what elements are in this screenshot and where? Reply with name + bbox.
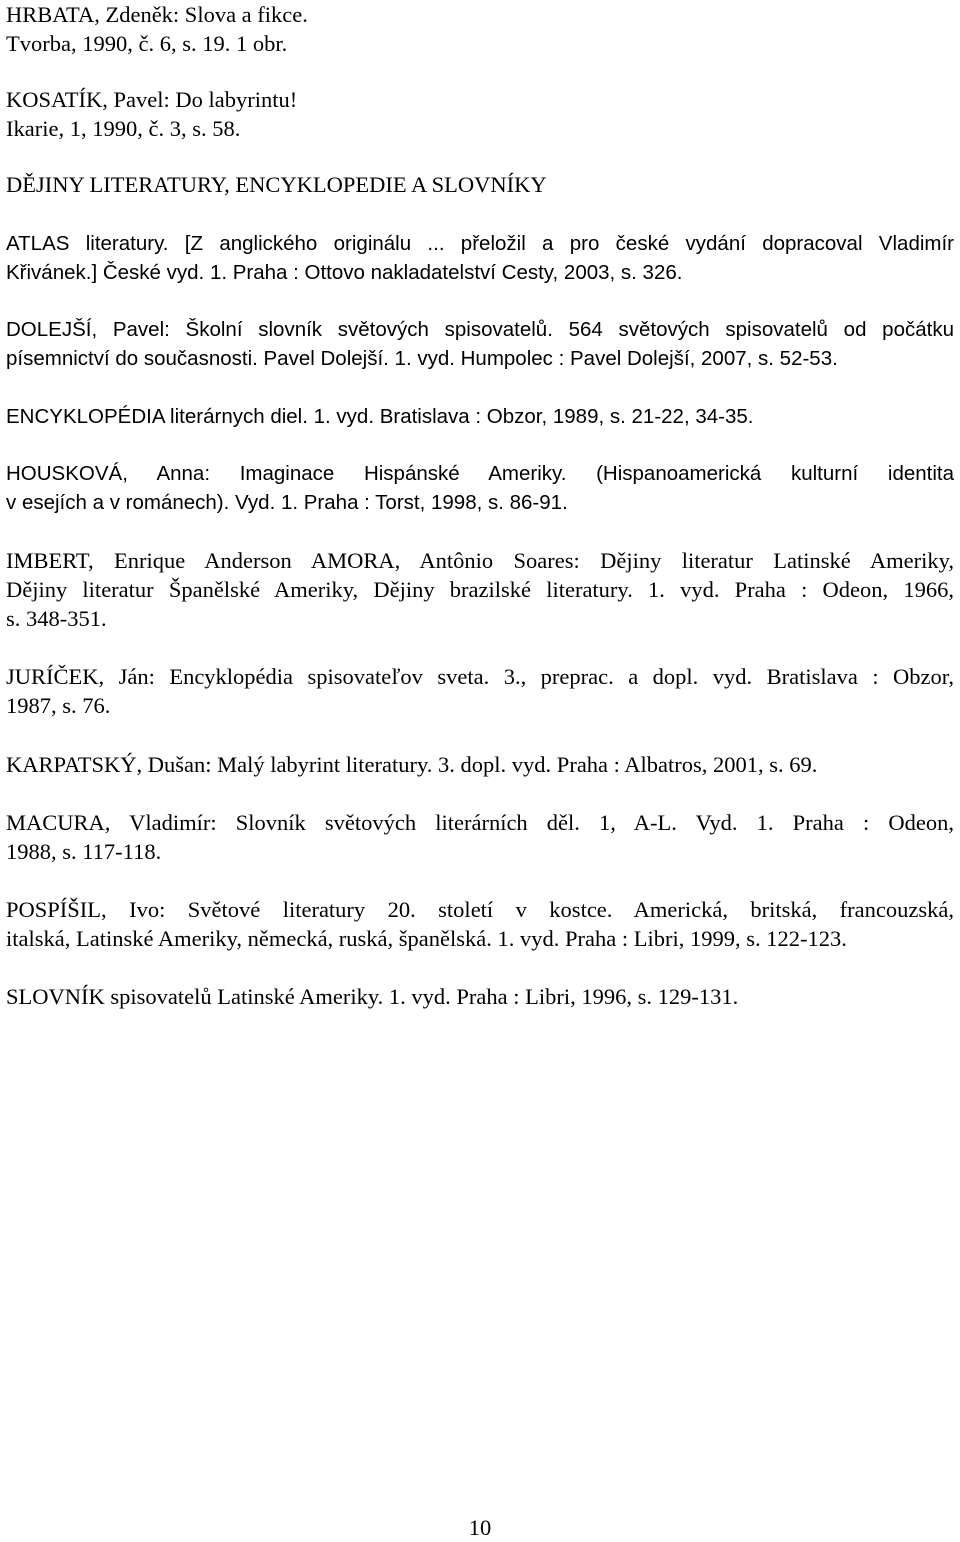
- entry-slovnik: [6, 982, 954, 1011]
- entry-kosatik: [6, 85, 954, 143]
- entry-line: italská, Latinské Ameriky, německá, ruská, španělská. 1. vyd. Praha : Libri, 1999, s. 122-123.: [6, 926, 847, 951]
- entry-karpatsky: [6, 750, 954, 779]
- entry-line: JURÍČEK, Ján: Encyklopédia spisovateľov sveta. 3., preprac. a dopl. vyd. Bratislava : Obzor,: [6, 664, 954, 689]
- entry-juricek: [6, 662, 954, 720]
- entry-hrbata: [6, 0, 954, 58]
- entry-line: Dějiny literatur Španělské Ameriky, Dějiny brazilské literatury. 1. vyd. Praha : Odeon, 1966,: [6, 577, 954, 602]
- entry-line: DOLEJŠÍ, Pavel: Školní slovník světových spisovatelů. 564 světových spisovatelů od počátku: [6, 318, 954, 341]
- entry-line: písemnictví do současnosti. Pavel Dolejší. 1. vyd. Humpolec : Pavel Dolejší, 2007, s. 52-53.: [6, 347, 838, 370]
- entry-line: MACURA, Vladimír: Slovník světových literárních děl. 1, A-L. Vyd. 1. Praha : Odeon,: [6, 810, 954, 835]
- entry-dolejsi: [6, 315, 954, 373]
- entry-macura: [6, 808, 954, 866]
- section-heading-text: DĚJINY LITERATURY, ENCYKLOPEDIE A SLOVNÍKY: [6, 172, 547, 197]
- entry-line: SLOVNÍK spisovatelů Latinské Ameriky. 1. vyd. Praha : Libri, 1996, s. 129-131.: [6, 984, 739, 1009]
- entry-line: KARPATSKÝ, Dušan: Malý labyrint literatury. 3. dopl. vyd. Praha : Albatros, 2001, s. 69.: [6, 752, 818, 777]
- entry-line: ENCYKLOPÉDIA literárnych diel. 1. vyd. Bratislava : Obzor, 1989, s. 21-22, 34-35.: [6, 405, 754, 428]
- entry-line: 1987, s. 76.: [6, 693, 111, 718]
- entry-line: 1988, s. 117-118.: [6, 839, 162, 864]
- entry-houskova: [6, 459, 954, 517]
- section-heading: [6, 170, 954, 199]
- entry-atlas: [6, 229, 954, 287]
- entry-pospisil: [6, 895, 954, 953]
- entry-line: HOUSKOVÁ, Anna: Imaginace Hispánské Ameriky. (Hispanoamerická kulturní identita: [6, 462, 954, 485]
- entry-line: v esejích a v románech). Vyd. 1. Praha : Torst, 1998, s. 86-91.: [6, 491, 568, 514]
- page-number: 10: [468, 1515, 492, 1540]
- entry-line: POSPÍŠIL, Ivo: Světové literatury 20. století v kostce. Americká, britská, francouzská,: [6, 897, 954, 922]
- entry-line: HRBATA, Zdeněk: Slova a fikce.: [6, 2, 308, 27]
- entry-line: Ikarie, 1, 1990, č. 3, s. 58.: [6, 116, 241, 141]
- entry-line: Tvorba, 1990, č. 6, s. 19. 1 obr.: [6, 31, 288, 56]
- entry-line: IMBERT, Enrique Anderson AMORA, Antônio Soares: Dějiny literatur Latinské Ameriky,: [6, 548, 954, 573]
- entry-encyklopedia: [6, 402, 954, 431]
- entry-line: s. 348-351.: [6, 606, 107, 631]
- entry-line: ATLAS literatury. [Z anglického originálu ... přeložil a pro české vydání dopracoval Vladimír: [6, 232, 954, 255]
- entry-imbert: [6, 546, 954, 633]
- entry-line: KOSATÍK, Pavel: Do labyrintu!: [6, 87, 298, 112]
- entry-line: Křivánek.] České vyd. 1. Praha : Ottovo nakladatelství Cesty, 2003, s. 326.: [6, 261, 683, 284]
